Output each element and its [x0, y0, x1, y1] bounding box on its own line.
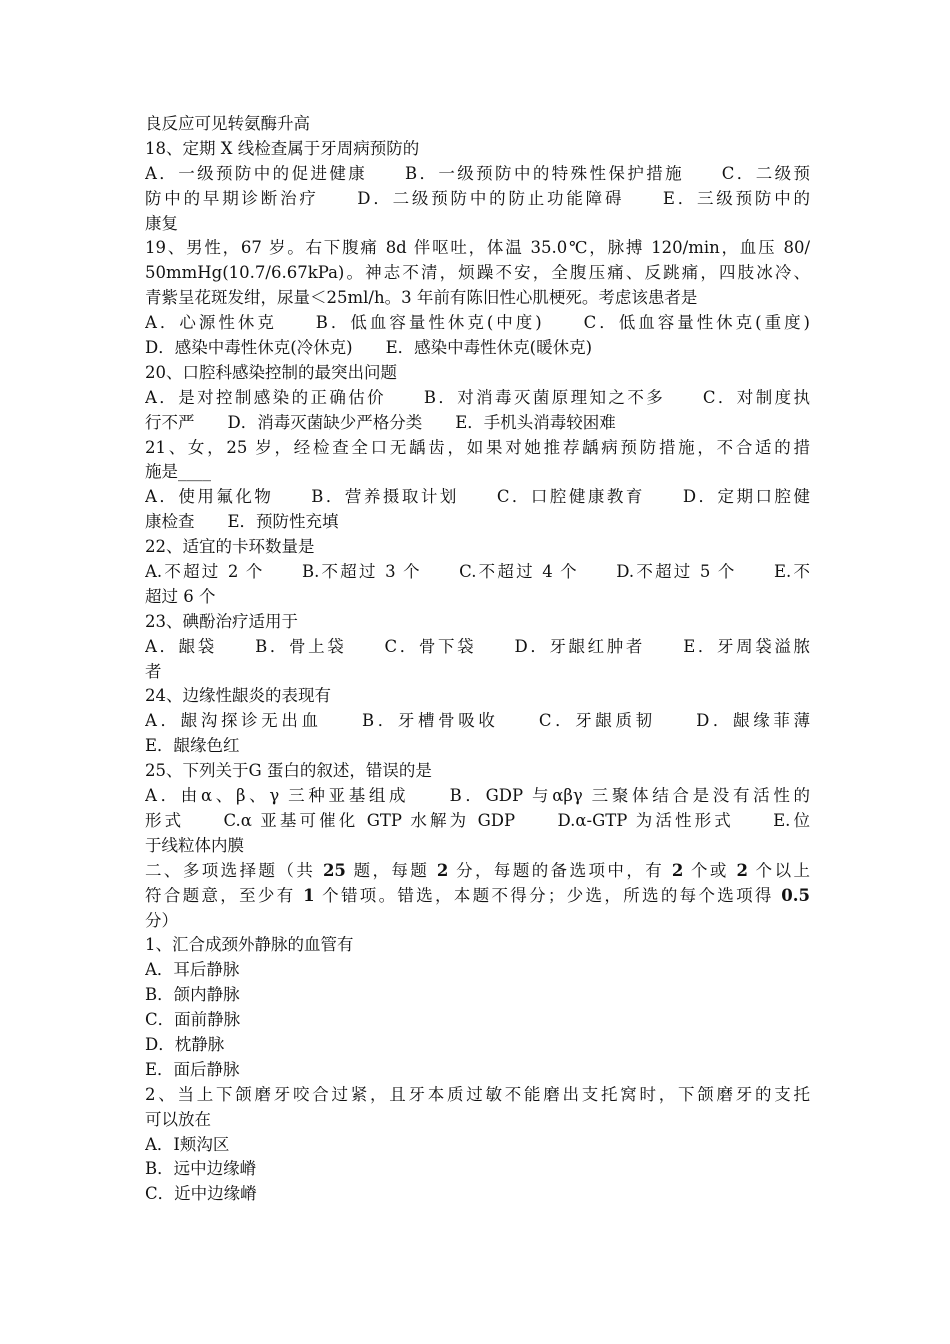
mc-question-1-option-d: D．枕静脉	[145, 1034, 225, 1054]
question-25-options: A．由α、β、γ 三种亚基组成 B．GDP 与αβγ 三聚体结合是没有活性的	[145, 786, 810, 806]
mc-question-1-stem: 1、汇合成颈外静脉的血管有	[145, 935, 354, 955]
question-22-options: A.不超过 2 个 B.不超过 3 个 C.不超过 4 个 D.不超过 5 个 E.不	[145, 562, 810, 582]
question-21-stem: 施是____	[145, 462, 211, 482]
question-18-options: 康复	[145, 213, 178, 233]
question-19-options: A．心源性休克 B．低血容量性休克(中度) C．低血容量性休克(重度)	[145, 313, 810, 333]
bold-number: 1	[303, 885, 315, 905]
mc-question-2-stem: 2、当上下颌磨牙咬合过紧，且牙本质过敏不能磨出支托窝时，下颌磨牙的支托	[145, 1084, 810, 1104]
question-18-options: 防中的早期诊断治疗 D．二级预防中的防止功能障碍 E．三级预防中的	[145, 188, 810, 208]
section-heading-multiple-choice: 符合题意，至少有 1 个错项。错选，本题不得分；少选，所选的每个选项得 0.5	[145, 885, 810, 905]
question-24-stem: 24、边缘性龈炎的表现有	[145, 686, 331, 706]
bold-number: 2	[671, 860, 684, 880]
question-25-stem: 25、下列关于G 蛋白的叙述，错误的是	[145, 761, 432, 781]
mc-question-1-option-b: B．颌内静脉	[145, 985, 240, 1005]
question-19-stem: 青紫呈花斑发绀，尿量＜25ml/h。3 年前有陈旧性心肌梗死。考虑该患者是	[145, 288, 698, 308]
section-heading-multiple-choice: 分）	[145, 910, 178, 930]
mc-question-2-option-c: C．近中边缘嵴	[145, 1184, 257, 1204]
question-20-options: A．是对控制感染的正确估价 B．对消毒灭菌原理知之不多 C．对制度执	[145, 387, 810, 407]
mc-question-2-option-a: A．Ⅰ颊沟区	[145, 1134, 230, 1154]
question-23-stem: 23、碘酚治疗适用于	[145, 611, 298, 631]
question-19-stem: 19、男性，67 岁。右下腹痛 8d 伴呕吐，体温 35.0℃，脉搏 120/min，血压 80/	[145, 238, 810, 258]
question-23-options: 者	[145, 661, 162, 681]
question-21-options: 康检查 E．预防性充填	[145, 512, 339, 532]
question-19-stem: 50mmHg(10.7/6.67kPa)。神志不清，烦躁不安，全腹压痛、反跳痛，四肢冰冷、	[145, 263, 810, 283]
bold-number: 0.5	[781, 885, 810, 905]
mc-question-1-option-a: A．耳后静脉	[145, 960, 240, 980]
bold-number: 25	[322, 860, 346, 880]
question-24-options: A．龈沟探诊无出血 B．牙槽骨吸收 C．牙龈质韧 D．龈缘菲薄	[145, 711, 810, 731]
bold-number: 2	[736, 860, 748, 880]
question-18-options: A．一级预防中的促进健康 B．一级预防中的特殊性保护措施 C．二级预	[145, 163, 810, 183]
question-22-options: 超过 6 个	[145, 586, 216, 606]
question-19-options: D．感染中毒性休克(冷休克) E．感染中毒性休克(暖休克)	[145, 338, 593, 358]
question-21-options: A．使用氟化物 B．营养摄取计划 C．口腔健康教育 D．定期口腔健	[145, 487, 810, 507]
question-23-options: A．龈袋 B．骨上袋 C．骨下袋 D．牙龈红肿者 E．牙周袋溢脓	[145, 636, 810, 656]
question-22-stem: 22、适宜的卡环数量是	[145, 537, 315, 557]
bold-number: 2	[436, 860, 449, 880]
question-25-options: 于线粒体内膜	[145, 835, 244, 855]
question-24-options: E．龈缘色红	[145, 736, 240, 756]
mc-question-2-stem: 可以放在	[145, 1109, 211, 1129]
question-25-options: 形式 C.α 亚基可催化 GTP 水解为 GDP D.α-GTP 为活性形式 E.位	[145, 810, 810, 830]
question-20-options: 行不严 D．消毒灭菌缺少严格分类 E．手机头消毒较困难	[145, 412, 616, 432]
question-18-stem: 18、定期 X 线检查属于牙周病预防的	[145, 138, 420, 158]
document-page	[145, 112, 810, 1207]
text-line: 良反应可见转氨酶升高	[145, 114, 310, 133]
mc-question-1-option-e: E．面后静脉	[145, 1059, 240, 1079]
question-21-stem: 21、女，25 岁，经检查全口无龋齿，如果对她推荐龋病预防措施，不合适的措	[145, 437, 810, 457]
mc-question-1-option-c: C．面前静脉	[145, 1010, 241, 1030]
question-20-stem: 20、口腔科感染控制的最突出问题	[145, 362, 397, 382]
mc-question-2-option-b: B．远中边缘嵴	[145, 1159, 257, 1179]
section-heading-multiple-choice: 二、多项选择题（共 25 题，每题 2 分，每题的备选项中，有 2 个或 2 个以上	[145, 860, 810, 880]
